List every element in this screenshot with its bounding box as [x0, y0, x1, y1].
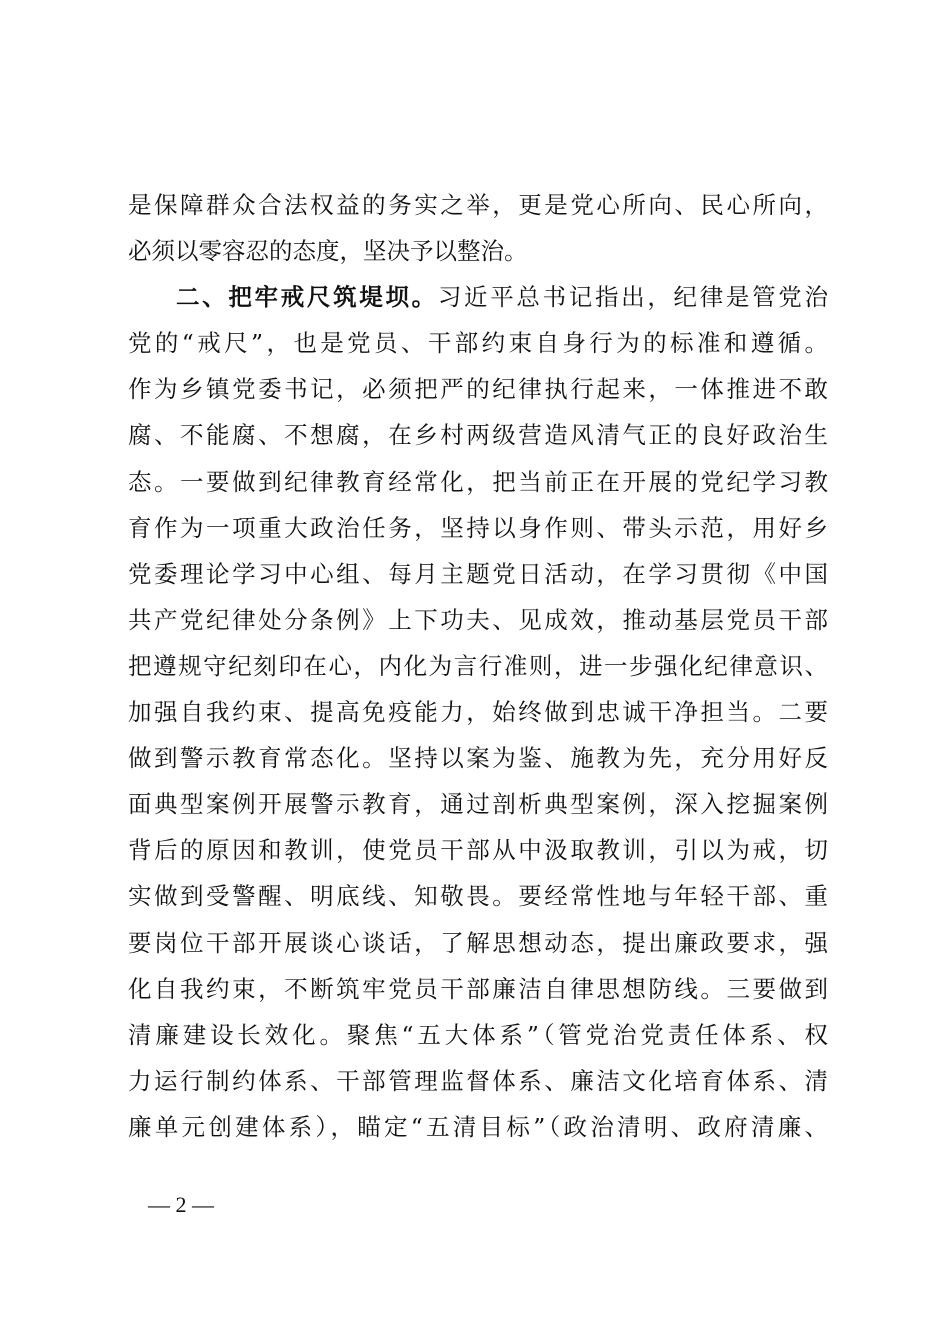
text-line: 廉单元创建体系），瞄定“五清目标”（政治清明、政府清廉、 — [128, 1112, 828, 1141]
text-line: 做到警示教育常态化。坚持以案为鉴、施教为先，充分用好反 — [128, 744, 828, 773]
text-line: 把遵规守纪刻印在心，内化为言行准则，进一步强化纪律意识、 — [128, 651, 828, 680]
body-text — [128, 182, 828, 1150]
text-line: 党委理论学习中心组、每月主题党日活动，在学习贯彻《中国 — [128, 559, 828, 588]
text-line: 作为乡镇党委书记，必须把严的纪律执行起来，一体推进不敢 — [128, 375, 828, 404]
page-number: — 2 — — [148, 1192, 214, 1217]
text-line: 育作为一项重大政治任务，坚持以身作则、带头示范，用好乡 — [128, 513, 828, 542]
text-line: 是保障群众合法权益的务实之举，更是党心所向、民心所向， — [128, 191, 828, 219]
text-line: 面典型案例开展警示教育，通过剖析典型案例，深入挖掘案例 — [128, 790, 828, 819]
text-line: 化自我约束，不断筑牢党员干部廉洁自律思想防线。三要做到 — [128, 974, 828, 1003]
text-line: 力运行制约体系、干部管理监督体系、廉洁文化培育体系、清 — [128, 1066, 828, 1095]
text-line: 要岗位干部开展谈心谈话，了解思想动态，提出廉政要求，强 — [128, 928, 828, 957]
section-heading: 二、把牢戒尺筑堤坝。 — [176, 283, 438, 312]
text-line: 背后的原因和教训，使党员干部从中汲取教训，引以为戒，切 — [128, 836, 828, 865]
text-line: 必须以零容忍的态度，坚决予以整治。 — [128, 237, 528, 266]
text-line: 共产党纪律处分条例》上下功夫、见成效，推动基层党员干部 — [128, 605, 828, 634]
text-line: 实做到受警醒、明底线、知敬畏。要经常性地与年轻干部、重 — [128, 882, 828, 911]
text-run: 习近平总书记指出，纪律是管党治 — [437, 283, 828, 312]
text-line: 党的“戒尺”，也是党员、干部约束自身行为的标准和遵循。 — [128, 329, 828, 358]
text-line: 腐、不能腐、不想腐，在乡村两级营造风清气正的良好政治生 — [128, 421, 828, 450]
paragraph-first-line — [128, 274, 828, 320]
text-line: 加强自我约束、提高免疫能力，始终做到忠诚干净担当。二要 — [128, 698, 828, 727]
text-line: 清廉建设长效化。聚焦“五大体系”（管党治党责任体系、权 — [128, 1020, 828, 1049]
text-line: 态。一要做到纪律教育经常化，把当前正在开展的党纪学习教 — [128, 467, 828, 496]
